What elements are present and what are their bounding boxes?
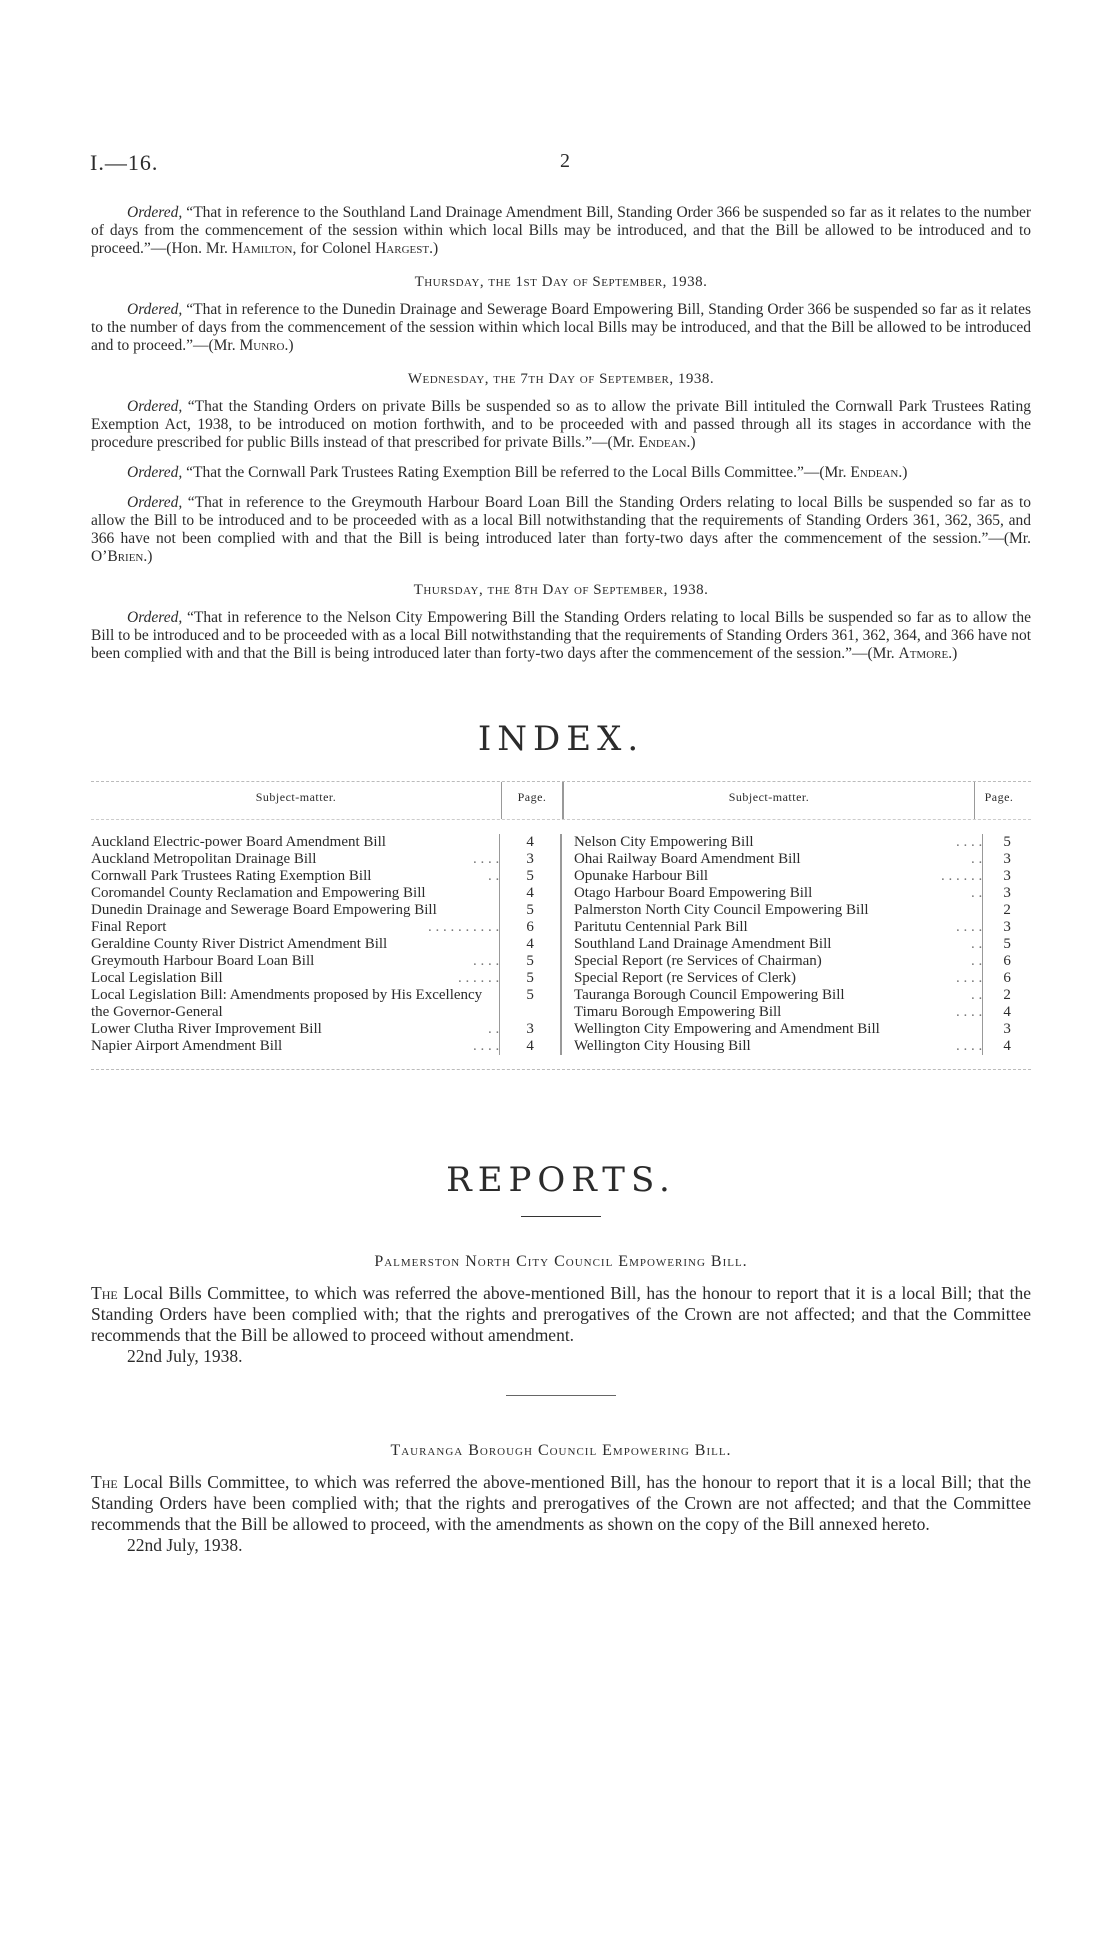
index-entry-page: 4 <box>1003 1038 1011 1054</box>
index-entry <box>574 970 982 987</box>
reports-title: REPORTS. <box>446 1160 676 1200</box>
col-header-page-2: Page. <box>974 782 1023 819</box>
index-entry-title: Coromandel County Reclamation and Empowering Bill <box>91 885 426 901</box>
leader-dots: . . <box>970 885 983 901</box>
member-name: O’Brien <box>91 548 144 565</box>
order-tail: .) <box>948 645 958 662</box>
index-entry-title: Lower Clutha River Improvement Bill <box>91 1021 322 1037</box>
order-text: “That in reference to the Dunedin Drainage and Sewerage Board Empowering Bill, Standing Order 366 be suspended so far as it relates to the number of days from the commencement of the session within which local Bills may be introduced, and that the Bill be allowed to be introduced and to proceed.”—(Mr. <box>91 301 1031 354</box>
right-subject-column <box>561 834 982 1055</box>
day-heading: Thursday, the 1st Day of September, 1938. <box>414 274 708 290</box>
index-entry-title: Wellington City Housing Bill <box>573 1038 751 1054</box>
report-heading: Tauranga Borough Council Empowering Bill. <box>390 1442 732 1459</box>
index-entry-page: 3 <box>1003 885 1011 901</box>
index-entry-page: 5 <box>526 987 534 1003</box>
report-date: 22nd July, 1938. <box>127 1535 243 1555</box>
index-entry <box>574 851 982 868</box>
order-tail: .) <box>898 464 908 481</box>
order-tail: .) <box>686 434 696 451</box>
leader-dots: . . . . <box>955 1038 983 1054</box>
index-entry-title: Tauranga Borough Council Empowering Bill <box>573 987 845 1003</box>
report-lead: The <box>91 1283 118 1303</box>
report-body <box>91 1472 1031 1535</box>
index-entry-page: 5 <box>1003 834 1011 850</box>
order-paragraph <box>91 494 1031 566</box>
leader-dots: . . <box>487 868 500 884</box>
order-text: “That in reference to the Greymouth Harbour Board Loan Bill the Standing Orders relating to local Bills be suspended so far as to allow the Bill to be introduced and to be proceeded with as a local Bill notwithstanding that the requirements of Standing Orders 361, 362, 365, and 366 have not been complied with and that the Bill is being introduced later than forty-two days after the commencement of the session.”—(Mr. <box>91 494 1031 547</box>
order-text: “That in reference to the Southland Land Drainage Amendment Bill, Standing Order 366 be suspended so far as it relates to the number of days from the commencement of the session within which local Bills may be introduced, and that the Bill be allowed to be introduced and to proceed.”—(Hon. Mr. <box>91 204 1031 257</box>
index-entry-title: Ohai Railway Board Amendment Bill <box>573 851 801 867</box>
leader-dots: . . . . . . . . . . <box>427 919 500 935</box>
ordered-label: Ordered, <box>127 494 183 511</box>
title-rule <box>521 1216 601 1217</box>
index-entry-title: Greymouth Harbour Board Loan Bill <box>91 953 315 969</box>
index-entry-page: 3 <box>1003 851 1011 867</box>
reports-section <box>91 1253 1031 1556</box>
ordered-label: Ordered, <box>127 464 183 481</box>
index-entry-title: Dunedin Drainage and Sewerage Board Empowering Bill <box>91 902 437 918</box>
order-text: “That the Standing Orders on private Bills be suspended so as to allow the private Bill intituled the Cornwall Park Trustees Rating Exemption Act, 1938, to be introduced on motion forthwith, and to be proceeded with and passed through all its stages in accordance with the procedure prescribed for public Bills instead of that prescribed for private Bills.”—(Mr. <box>91 398 1031 451</box>
index-entry <box>91 919 499 936</box>
index-entry-page: 2 <box>1003 902 1011 918</box>
leader-dots: . . . . . . <box>940 868 983 884</box>
leader-dots: . . . . <box>955 919 983 935</box>
index-entry <box>574 1004 982 1021</box>
index-entry-title: Timaru Borough Empowering Bill <box>573 1004 782 1020</box>
index-entry-page: 4 <box>526 1038 534 1054</box>
index-entry <box>574 868 982 885</box>
col-header-subject-2: Subject-matter. <box>563 782 974 819</box>
index-entry-page: 5 <box>526 868 534 884</box>
index-entry <box>91 868 499 885</box>
report-date: 22nd July, 1938. <box>127 1346 243 1366</box>
index-entry <box>574 953 982 970</box>
index-entry-title: Paritutu Centennial Park Bill <box>573 919 748 935</box>
index-entry <box>574 919 982 936</box>
report-text: Local Bills Committee, to which was referred the above-mentioned Bill, has the honour to report that it is a local Bill; that the Standing Orders have been complied with; that the rights and prerogatives of the Crown are not affected; and that the Committee recommends that the Bill be allowed to proceed without amendment. <box>91 1283 1031 1345</box>
order-text: “That the Cornwall Park Trustees Rating Exemption Bill be referred to the Local Bills Committee.”—(Mr. <box>182 464 851 481</box>
ordered-label: Ordered, <box>127 301 183 318</box>
index-entry-title: Local Legislation Bill: Amendments proposed by His Excellency the Governor-General <box>91 987 483 1020</box>
col-header-page: Page. <box>501 782 563 819</box>
member-name-2: Hargest <box>375 240 430 257</box>
index-entry-title: Auckland Electric-power Board Amendment Bill <box>91 834 386 850</box>
member-name: Endean <box>638 434 687 451</box>
member-name: Hamilton <box>231 240 293 257</box>
index-entry-page: 4 <box>1003 1004 1011 1020</box>
member-name: Atmore <box>898 645 949 662</box>
main-content <box>91 204 1031 1556</box>
leader-dots: . . <box>970 987 983 1003</box>
index-entry <box>91 902 499 919</box>
report-heading: Palmerston North City Council Empowering Bill. <box>374 1253 748 1270</box>
report-body <box>91 1283 1031 1346</box>
leader-dots: . . . . . . <box>457 970 500 986</box>
index-entry <box>91 936 499 953</box>
leader-dots: . . . . <box>472 1038 500 1054</box>
index-entry <box>91 970 499 987</box>
index-entry-page: 6 <box>1003 953 1011 969</box>
col-header-subject: Subject-matter. <box>255 790 337 804</box>
order-tail: .) <box>429 240 439 257</box>
index-entry-page: 6 <box>526 919 534 935</box>
leader-dots: . . . . <box>955 970 983 986</box>
index-entry <box>91 1038 499 1055</box>
index-entry-page: 4 <box>526 885 534 901</box>
index-entry-title: Napier Airport Amendment Bill <box>91 1038 283 1054</box>
ordered-label: Ordered, <box>127 609 183 626</box>
index-entry-title: Special Report (re Services of Chairman) <box>573 953 822 969</box>
index-entry <box>574 987 982 1004</box>
leader-dots: . . <box>487 1021 500 1037</box>
order-paragraph <box>91 398 1031 452</box>
order-paragraph <box>91 609 1031 663</box>
index-entry-page: 5 <box>526 970 534 986</box>
index-entry-title: Nelson City Empowering Bill <box>573 834 754 850</box>
day-heading: Thursday, the 8th Day of September, 1938. <box>413 582 709 598</box>
index-entry <box>91 1021 499 1038</box>
order-paragraph <box>91 464 1031 482</box>
index-entry-page: 3 <box>1003 868 1011 884</box>
index-entry-page: 3 <box>1003 919 1011 935</box>
ordered-label: Ordered, <box>127 204 183 221</box>
index-entry-page: 2 <box>1003 987 1011 1003</box>
order-paragraph <box>91 204 1031 258</box>
leader-dots: . . . . <box>472 953 500 969</box>
order-text: “That in reference to the Nelson City Empowering Bill the Standing Orders relating to local Bills be suspended so far as to allow the Bill to be introduced and to be proceeded with as a local Bill notwithstanding that the requirements of Standing Orders 361, 362, 364, and 366 have not been complied with and that the Bill is being introduced later than forty-two days after the commencement of the session.”—(Mr. <box>91 609 1031 662</box>
index-table-body <box>91 820 1031 1069</box>
section-rule <box>506 1395 616 1396</box>
report-lead: The <box>91 1472 118 1492</box>
left-page-column <box>499 834 561 1055</box>
index-entry <box>574 834 982 851</box>
index-entry-title: Southland Land Drainage Amendment Bill <box>573 936 832 952</box>
leader-dots: . . <box>970 851 983 867</box>
index-entry-title: Otago Harbour Board Empowering Bill <box>573 885 813 901</box>
index-entry-page: 5 <box>1003 936 1011 952</box>
index-entry <box>574 1021 982 1038</box>
left-subject-column <box>91 834 499 1055</box>
page-number: 2 <box>560 150 570 172</box>
index-entry-page: 5 <box>526 902 534 918</box>
day-heading: Wednesday, the 7th Day of September, 1938. <box>407 371 715 387</box>
index-entry-title: Geraldine County River District Amendment Bill <box>91 936 388 952</box>
index-entry <box>91 953 499 970</box>
index-entry <box>574 1038 982 1055</box>
index-entry-title: Final Report <box>91 919 167 935</box>
index-entry-page: 5 <box>526 953 534 969</box>
index-entry-title: Palmerston North City Council Empowering Bill <box>573 902 869 918</box>
order-text-cont: , for Colonel <box>292 240 376 257</box>
index-entry-title: Cornwall Park Trustees Rating Exemption Bill <box>91 868 372 884</box>
index-entry <box>574 936 982 953</box>
orders-section <box>91 204 1031 663</box>
index-entry <box>574 885 982 902</box>
index-entry-title: Opunake Harbour Bill <box>573 868 709 884</box>
index-entry <box>574 902 982 919</box>
index-entry-page: 3 <box>526 1021 534 1037</box>
leader-dots: . . <box>970 953 983 969</box>
leader-dots: . . <box>970 936 983 952</box>
index-entry-page: 4 <box>526 834 534 850</box>
right-page-column <box>982 834 1031 1055</box>
order-tail: .) <box>143 548 153 565</box>
order-paragraph <box>91 301 1031 355</box>
index-table-header <box>91 782 1031 820</box>
index-entry-title: Local Legislation Bill <box>91 970 223 986</box>
index-title: INDEX. <box>477 719 645 759</box>
leader-dots: . . . . <box>472 851 500 867</box>
index-entry-page: 3 <box>526 851 534 867</box>
member-name: Endean <box>850 464 899 481</box>
index-entry-page: 6 <box>1003 970 1011 986</box>
index-entry-page: 4 <box>526 936 534 952</box>
order-tail: .) <box>284 337 294 354</box>
leader-dots: . . . . <box>955 834 983 850</box>
index-table <box>91 781 1031 1070</box>
leader-dots: . . . . <box>955 1004 983 1020</box>
index-entry <box>91 851 499 868</box>
index-entry-title: Wellington City Empowering and Amendment Bill <box>573 1021 880 1037</box>
member-name: Munro <box>239 337 285 354</box>
index-entry-title: Auckland Metropolitan Drainage Bill <box>91 851 317 867</box>
index-entry <box>91 834 499 851</box>
index-entry-page: 3 <box>1003 1021 1011 1037</box>
ordered-label: Ordered, <box>127 398 183 415</box>
report-text: Local Bills Committee, to which was referred the above-mentioned Bill, has the honour to report that it is a local Bill; that the Standing Orders have been complied with; that the rights and prerogatives of the Crown are not affected; and that the Committee recommends that the Bill be allowed to proceed, with the amendments as shown on the copy of the Bill annexed hereto. <box>91 1472 1031 1534</box>
index-entry <box>91 885 499 902</box>
index-entry <box>91 987 499 1021</box>
page-header <box>90 150 1030 180</box>
paper-code: I.—16. <box>90 150 159 175</box>
index-entry-title: Special Report (re Services of Clerk) <box>573 970 796 986</box>
